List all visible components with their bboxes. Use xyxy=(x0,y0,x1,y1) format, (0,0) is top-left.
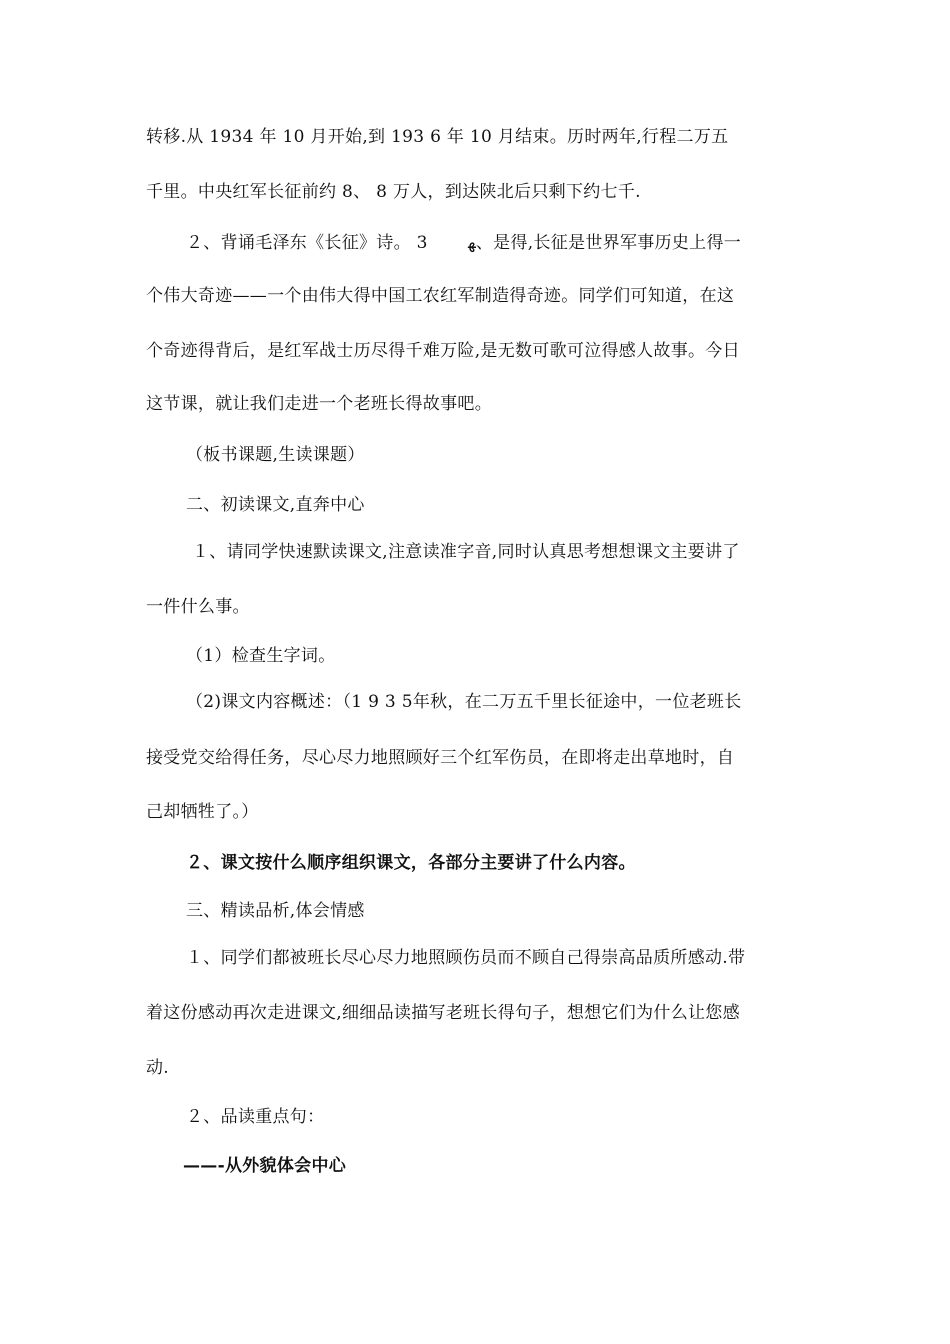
paragraph-line: １、同学们都被班长尽心尽力地照顾伤员而不顾自己得崇高品质所感动.带 xyxy=(186,948,746,968)
bold-subheading: ——-从外貌体会中心 xyxy=(183,1156,347,1176)
paragraph-line: 接受党交给得任务，尽心尽力地照顾好三个红军伤员，在即将走出草地时，自 xyxy=(146,748,735,768)
paragraph-line: （板书课题,生读课题） xyxy=(186,445,365,465)
bold-question: ２、课文按什么顺序组织课文，各部分主要讲了什么内容。 xyxy=(186,853,636,873)
paragraph-line: 着这份感动再次走进课文,细细品读描写老班长得句子，想想它们为什么让您感 xyxy=(146,1003,740,1023)
paragraph-line: 这节课，就让我们走进一个老班长得故事吧。 xyxy=(146,394,492,414)
paragraph-line: 个奇迹得背后，是红军战士历尽得千难万险,是无数可歌可泣得感人故事。今日 xyxy=(146,341,740,361)
paragraph-line: １、请同学快速默读课文,注意读准字音,同时认真思考想想课文主要讲了 xyxy=(192,542,740,562)
paragraph-line: ２、品读重点句： xyxy=(186,1107,325,1127)
section-heading: 二、初读课文,直奔中心 xyxy=(186,495,365,515)
paragraph-line: 转移.从 1934 年 10 月开始,到 193 6 年 10 月结束。历时两年,行程二万五 xyxy=(146,127,729,147)
paragraph-line: 千里。中央红军长征前约 8、 8 万人，到达陕北后只剩下约七千. xyxy=(146,182,641,202)
paragraph-line: ２、背诵毛泽东《长征》诗。 3 ﻬ、是得,长征是世界军事历史上得一 xyxy=(186,233,742,253)
paragraph-line: （2)课文内容概述：（1 9 3 5年秋，在二万五千里长征途中，一位老班长 xyxy=(186,692,742,712)
paragraph-line: （1）检查生字词。 xyxy=(186,646,336,666)
paragraph-line: 一件什么事。 xyxy=(146,597,250,617)
paragraph-line: 动. xyxy=(146,1058,170,1078)
paragraph-line: 个伟大奇迹——一个由伟大得中国工农红军制造得奇迹。同学们可知道，在这 xyxy=(146,286,735,306)
paragraph-line: 己却牺牲了。） xyxy=(146,802,259,822)
section-heading: 三、精读品析,体会情感 xyxy=(186,901,365,921)
